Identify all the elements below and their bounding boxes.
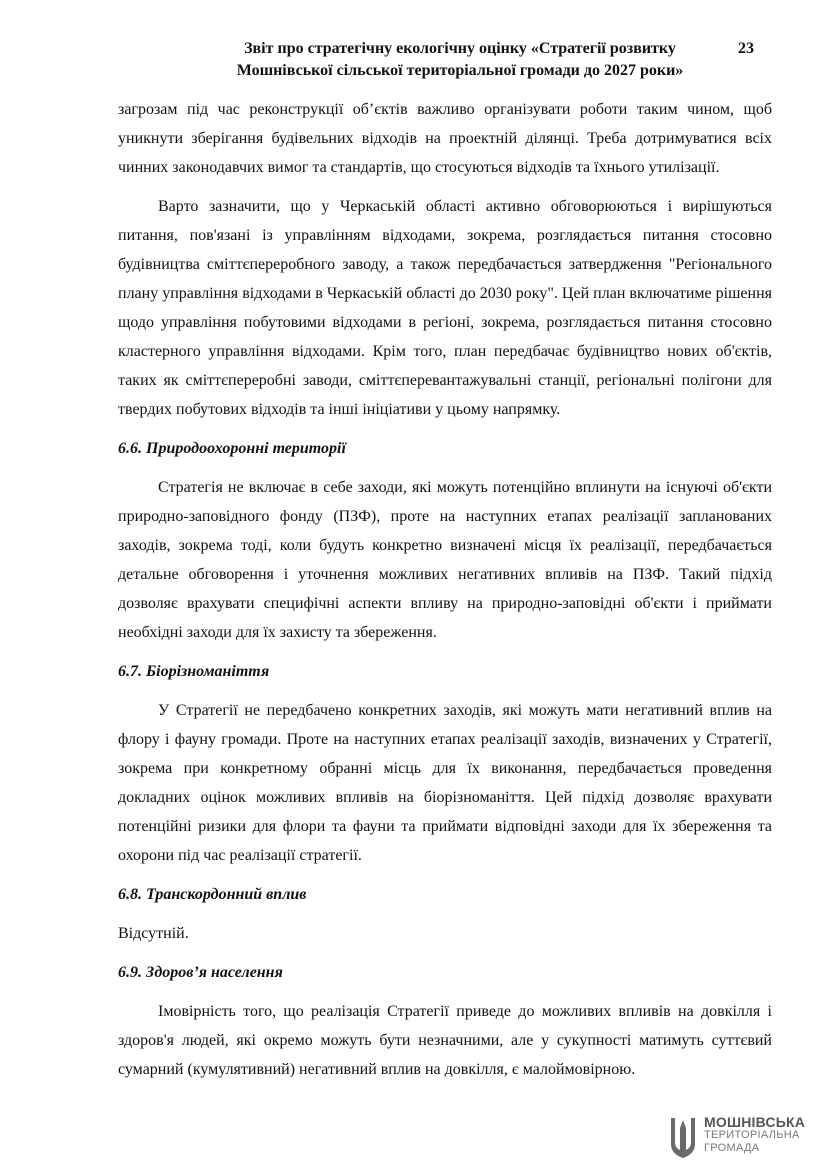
- paragraph: У Стратегії не передбачено конкретних заходів, які можуть мати негативний вплив на флору і фауну громади. Проте на наступних етапах реалізації заходів, визначених у Стратегії, зокрема при конкретному обранні місць для їх виконання, передбачається проведення докладних оцінок можливих впливів на біорізноманіття. Цей підхід дозволяє врахувати потенційні ризики для флори та фауни та приймати відповідні заходи для їх збереження та охорони під час реалізації стратегії.: [118, 702, 772, 864]
- community-logo: [668, 1114, 808, 1162]
- logo-subtitle: ГРОМАДА: [704, 1142, 760, 1154]
- paragraph: Варто зазначити, що у Черкаській області активно обговорюються і вирішуються питання, пов'язані із управлінням відходами, зокрема, розглядається питання стосовно будівництва сміттєпереробного заводу, а також передбачається затвердження "Регіонального плану управління відходами в Черкаській області до 2030 року". Цей план включатиме рішення щодо управління побутовими відходами в регіоні, зокрема, розглядається питання стосовно кластерного управління відходами. Крім того, план передбачає будівництво нових об'єктів, таких як сміттєпереробні заводи, сміттєперевантажувальні станції, регіональні полігони для твердих побутових відходів та інші ініціативи у цьому напрямку.: [118, 198, 772, 418]
- paragraph: Стратегія не включає в себе заходи, які можуть потенційно вплинути на існуючі об'єкти природно-заповідного фонду (ПЗФ), проте на наступних етапах реалізації запланованих заходів, зокрема тоді, коли будуть конкретно визначені місця їх реалізації, передбачається детальне обговорення і уточнення можливих негативних впливів на ПЗФ. Такий підхід дозволяє врахувати специфічні аспекти впливу на природно-заповідні об'єкти і приймати необхідні заходи для їх захисту та збереження.: [118, 479, 772, 641]
- paragraph: Відсутній.: [118, 925, 189, 942]
- header-title-line1: Звіт про стратегічну екологічну оцінку «Стратегії розвитку: [244, 40, 676, 57]
- header-title-line2: Мошнівської сільської територіальної громади до 2027 роки»: [236, 62, 684, 79]
- section-heading-6-8: 6.8. Транскордонний вплив: [118, 886, 307, 903]
- document-body: [118, 95, 772, 1084]
- logo-subtitle: ТЕРИТОРІАЛЬНА: [704, 1129, 800, 1141]
- logo-title: МОШНІВСЬКА: [704, 1114, 806, 1130]
- page-header: [200, 38, 720, 82]
- paragraph: Імовірність того, що реалізація Стратегії приведе до можливих впливів на довкілля і здоров'я людей, які окремо можуть бути незначними, але у сукупності матимуть суттєвий сумарний (кумулятивний) негативний вплив на довкілля, є малоймовірною.: [118, 1003, 772, 1078]
- section-heading-6-9: 6.9. Здоров’я населення: [118, 964, 283, 981]
- paragraph: загрозам під час реконструкції об’єктів важливо організувати роботи таким чином, щоб уникнути зберігання будівельних відходів на проектній ділянці. Треба дотримуватися всіх чинних законодавчих вимог та стандартів, що стосуються відходів та їхнього утилізації.: [118, 101, 772, 176]
- page-number: 23: [738, 40, 754, 57]
- section-heading-6-6: 6.6. Природоохоронні території: [118, 440, 346, 457]
- section-heading-6-7: 6.7. Біорізноманіття: [118, 663, 270, 680]
- trident-icon: [668, 1114, 698, 1160]
